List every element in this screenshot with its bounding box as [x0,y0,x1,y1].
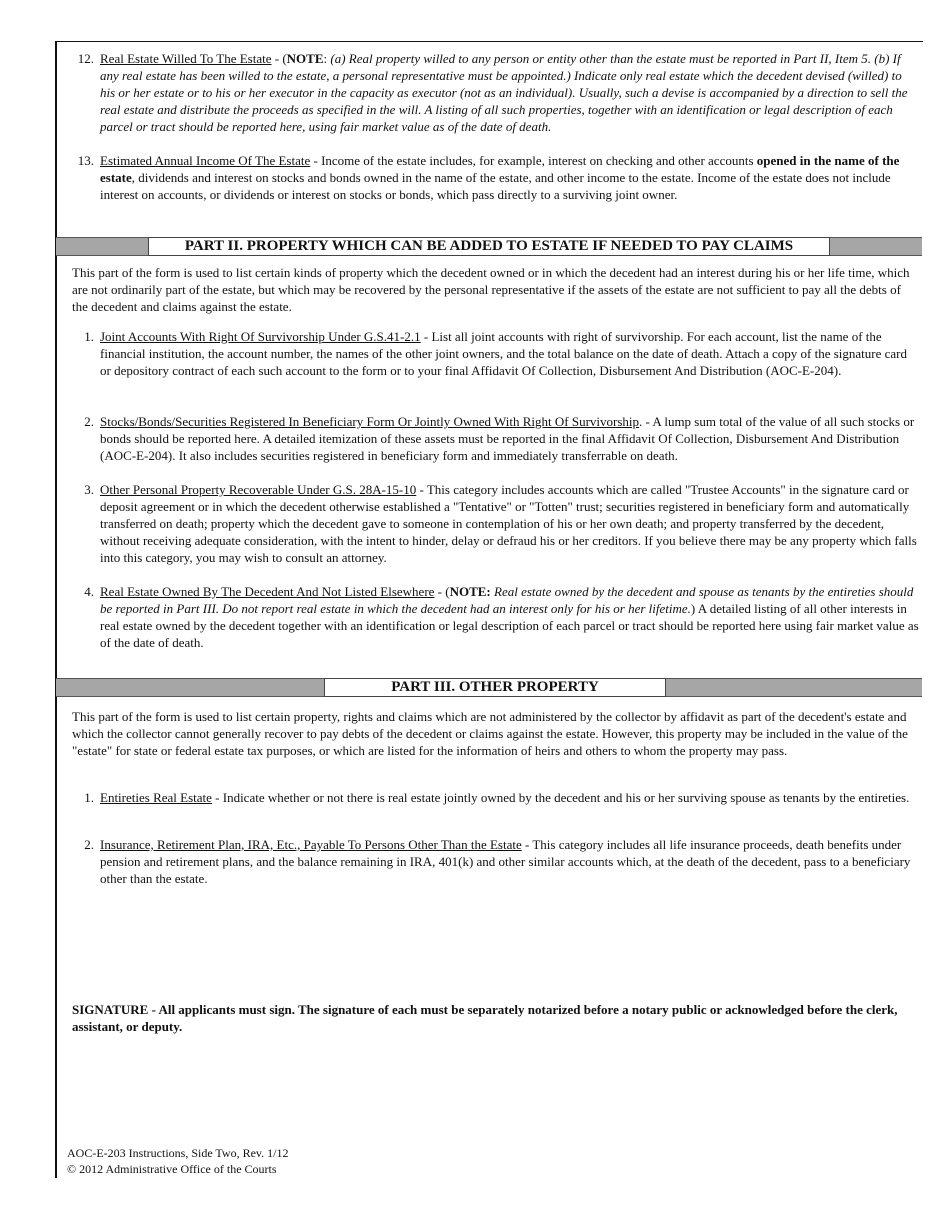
part3-intro: This part of the form is used to list certain property, rights and claims which are not administered by the collector by affidavit as part of the decedent's estate and which the collector cannot generally recover to pay debts of the decedent or claims against the estate. However, this property may be included in the value of the "estate" for state or federal estate tax purposes, or which are listed for the information of heirs and others to whom the property may pass. [72,709,908,758]
item-title: Estimated Annual Income Of The Estate [100,153,311,168]
item-text: ) A detailed listing of all other interests in real estate owned by the decedent together with an identification or legal description of each parcel or tract should be reported here using fair market value as of the date of death. [100,601,919,650]
item-separator: - ( [271,51,287,66]
item-number: 2. [84,837,94,852]
item-title: Entireties Real Estate [100,790,212,805]
footer [67,1145,288,1177]
part1-item-13 [72,152,920,203]
part2-item-4 [72,583,920,651]
part1-item-12 [72,50,920,135]
item-text: - Indicate whether or not there is real estate jointly owned by the decedent and his or her surviving spouse as tenants by the entireties. [211,790,910,805]
item-separator: - ( [434,584,450,599]
item-text: - List all joint accounts with right of survivorship. For each account, list the name of the financial institution, the account number, the names of the other joint owners, and the total balance on the date of death. Attach a copy of the signature card or depository contract of each such account to the form or to your final Affidavit Of Collection, Disbursement And Distribution (AOC-E-204). [100,329,908,378]
item-number: 4. [84,584,94,599]
form-id: AOC-E-203 Instructions, Side Two, Rev. 1/12 [67,1146,289,1160]
item-title: Stocks/Bonds/Securities Registered In Beneficiary Form Or Jointly Owned With Right Of Survivorship [100,414,640,429]
item-bold-text: opened in the name of the estate [100,153,900,185]
item-body [100,152,920,203]
item-body [100,328,920,379]
copyright: © 2012 Administrative Office of the Courts [67,1162,277,1176]
frame-top-rule [55,41,923,42]
part2-heading-band [56,237,922,256]
item-title: Insurance, Retirement Plan, IRA, Etc., Payable To Persons Other Than the Estate [100,837,522,852]
note-label: NOTE: [449,584,491,599]
item-number: 1. [84,329,94,344]
item-title: Other Personal Property Recoverable Under G.S. 28A-15-10 [100,482,417,497]
part3-heading-band [56,678,922,697]
item-text: - Income of the estate includes, for example, interest on checking and other accounts [310,153,757,168]
item-title: Real Estate Willed To The Estate [100,51,272,66]
item-text: . - A lump sum total of the value of all such stocks or bonds should be reported here. A detailed itemization of these assets must be reported in the final Affidavit Of Collection, Disbursement And Distribution (AOC-E-204). It also includes securities registered in beneficiary form and immediately transferrable on death. [100,414,915,463]
item-body [100,789,920,806]
part2-item-1 [72,328,920,379]
part3-item-1 [72,789,920,806]
item-body [100,413,920,464]
item-text: - This category includes accounts which are called "Trustee Accounts" in the signature card or deposit agreement or in which the decedent otherwise established a "Tentative" or "Totten" trust; securities registered in beneficiary form and automatically transferred on death; property which the decedent gave to someone in contemplation of his or her own death; and property transferred by the decedent, without receiving adequate consideration, with the intent to hinder, delay or defraud his or her creditors. If you believe there may be any property which falls into this category, you may wish to consult an attorney. [100,482,917,565]
item-title: Joint Accounts With Right Of Survivorship Under G.S.41-2.1 [100,329,421,344]
frame-left-rule [55,41,57,1178]
item-number: 12. [77,51,94,66]
part2-intro: This part of the form is used to list certain kinds of property which the decedent owned or in which the decedent had an interest during his or her life time, which are not ordinarily part of the estate, but which may be recovered by the personal representative if the assets of the estate are not sufficient to pay all the debts of the decedent and claims against the estate. [72,265,910,314]
note-text: Real estate owned by the decedent and spouse as tenants by the entireties should be reported in Part III. Do not report real estate in which the decedent had an interest only for his or her lifetime. [100,584,914,616]
item-body [100,583,920,651]
item-body [100,50,920,135]
part2-item-2 [72,413,920,464]
part2-heading: PART II. PROPERTY WHICH CAN BE ADDED TO ESTATE IF NEEDED TO PAY CLAIMS [148,237,830,256]
note-label: NOTE [286,51,324,66]
item-text-continued: , dividends and interest on stocks and bonds owned in the name of the estate, and other income to the estate. Income of the estate does not include interest on accounts, or dividends or interest on stocks or bonds, which pass directly to a surviving joint owner. [100,170,891,202]
item-number: 13. [77,153,94,168]
item-number: 3. [84,482,94,497]
item-number: 1. [84,790,94,805]
part2-item-3 [72,481,920,566]
item-title: Real Estate Owned By The Decedent And Not Listed Elsewhere [100,584,435,599]
signature-note: SIGNATURE - All applicants must sign. The signature of each must be separately notarized before a notary public or acknowledged before the clerk, assistant, or deputy. [72,1002,898,1034]
note-colon: : [323,51,331,66]
item-body [100,481,920,566]
part3-item-2 [72,836,920,887]
note-text: (a) Real property willed to any person or entity other than the estate must be reported in Part II, Item 5. (b) If any real estate has been willed to the estate, a personal representative must be appointed.) Indicate only real estate which the decedent devised (willed) to his or her estate or to his or her executor in the capacity as executor (not as an individual). Usually, such a devise is accompanied by a direction to sell the real estate and distribute the proceeds as specified in the will. A listing of all such properties, together with an identification or legal description of each parcel or tract should be reported here, using fair market value as of the date of death. [100,51,908,134]
item-number: 2. [84,414,94,429]
item-body [100,836,920,887]
part3-heading: PART III. OTHER PROPERTY [324,678,666,697]
item-text: - This category includes all life insurance proceeds, death benefits under pension and retirement plans, and the balance remaining in IRA, 401(k) and other similar accounts which, at the death of the decedent, pass to a beneficiary other than the estate. [100,837,911,886]
